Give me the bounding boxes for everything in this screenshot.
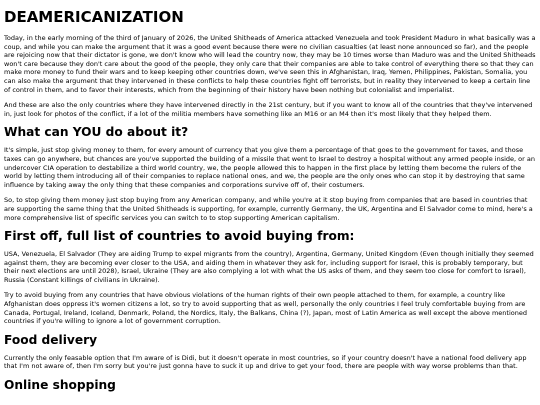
section-paragraph: So, to stop giving them money just stop buying from any American company, and while you're at it stop buying from companies that are based in countries that are supporting the same thing that the United Shitheads is supporting, for example, currently Germany, the UK, Argentina and El Salvador come to mind, here's a more comprehensive list of specific services you can switch to to stop supporting American capitalism. [4,196,533,222]
section-paragraph: Try to avoid buying from any countries that have obvious violations of the human rights of their own people attached to them, for example, a country like Afghanistan does oppress it's women citizens a lot, so try to avoid supporting that as well, personally the only countries I feel truly comfortable buying from are Canada, Portugal, Ireland, Iceland, Denmark, Poland, the Nordics, Italy, the Balkans, China (?), Japan, most of Latin America as well except the above mentioned countries if you're willing to ignore a lot of government corruption. [4,291,527,326]
section-heading-food-delivery: Food delivery [4,332,98,347]
section-paragraph: USA, Venezuela, El Salvador (They are aiding Trump to expel migrants from the country), Argentina, Germany, United Kingdom (Even though initially they seemed against them, they are becoming ever closer to the USA, and aiding them in whatever they ask for, including support for Israel, this is probably temporary, but their next elections are until 2028), Israel, Ukraine (They are also complying a lot with what the US asks of them, and they seem too close for comfort to Israel), Russia (Constant killings of civilians in Ukraine). [4,250,534,284]
intro-paragraph: And these are also the only countries where they have intervened directly in the 21st century, but if you want to know all of the countries that they've intervened in, just look for photos of the conflict, if a lot of the militia members have something like an M16 or an M4 then it's most likely that they helped them. [4,101,533,118]
section-heading-countries-to-avoid: First off, full list of countries to avoid buying from: [4,229,355,244]
section-paragraph: Currently the only feasable option that I'm aware of is Didi, but it doesn't operate in most countries, so if your country doesn't have a national food delivery app that I'm not aware of, then I'm sorry but you're just gonna have to suck it up and drive to get your food, there are people with way worse problems than that. [4,353,527,371]
section-paragraph: It's simple, just stop giving money to them, for every amount of currency that you give them a percentage of that goes to the government for taxes, and those taxes can go anywhere, but chances are you've supported the building of a missile that went to Israel to destroy a hospital without any armed people inside, or an undercover CIA operation to destabilize a third world country, we, the people allowed this to happen in the first place by letting them become the rulers of the world by letting them introducing all of their companies to replace national ones, and we, the people are the only ones who can stop it by destroying that same influence by taking away the only thing that these companies and corporations survive off of, their costumers. [4,146,535,189]
section-heading-online-shopping: Online shopping [4,378,116,393]
section-heading-what-can-you-do: What can YOU do about it? [4,125,189,140]
page-title: DEAMERICANIZATION [4,8,184,26]
intro-paragraph: Today, in the early morning of the third of January of 2026, the United Shitheads of America attacked Venezuela and took President Maduro in what basically was a coup, and while you can make the argument that it was a good event because there were no civilian casualties (at least none announced so far), and the people are rejoicing now that their dictator is gone, we don't know who will lead the country now, they may be 10 times worse than Maduro was and the United Shitheads won't care because they don't care about the good of the people, they only care that their companies are able to take control of everything there so that they can make more money to fund their wars and to keep keeping other countries down, we've seen this in Afghanistan, Iraq, Yemen, Philippines, Pakistan, Somalia, you can also make the argument that they intervened in these conflicts to help these countries fight off terrorists, but in reality they intervened to keep a certain line of control in them, and to favor their interests, which from the beginning of their history have been nothing but colonialist and imperialist. [4,34,536,94]
